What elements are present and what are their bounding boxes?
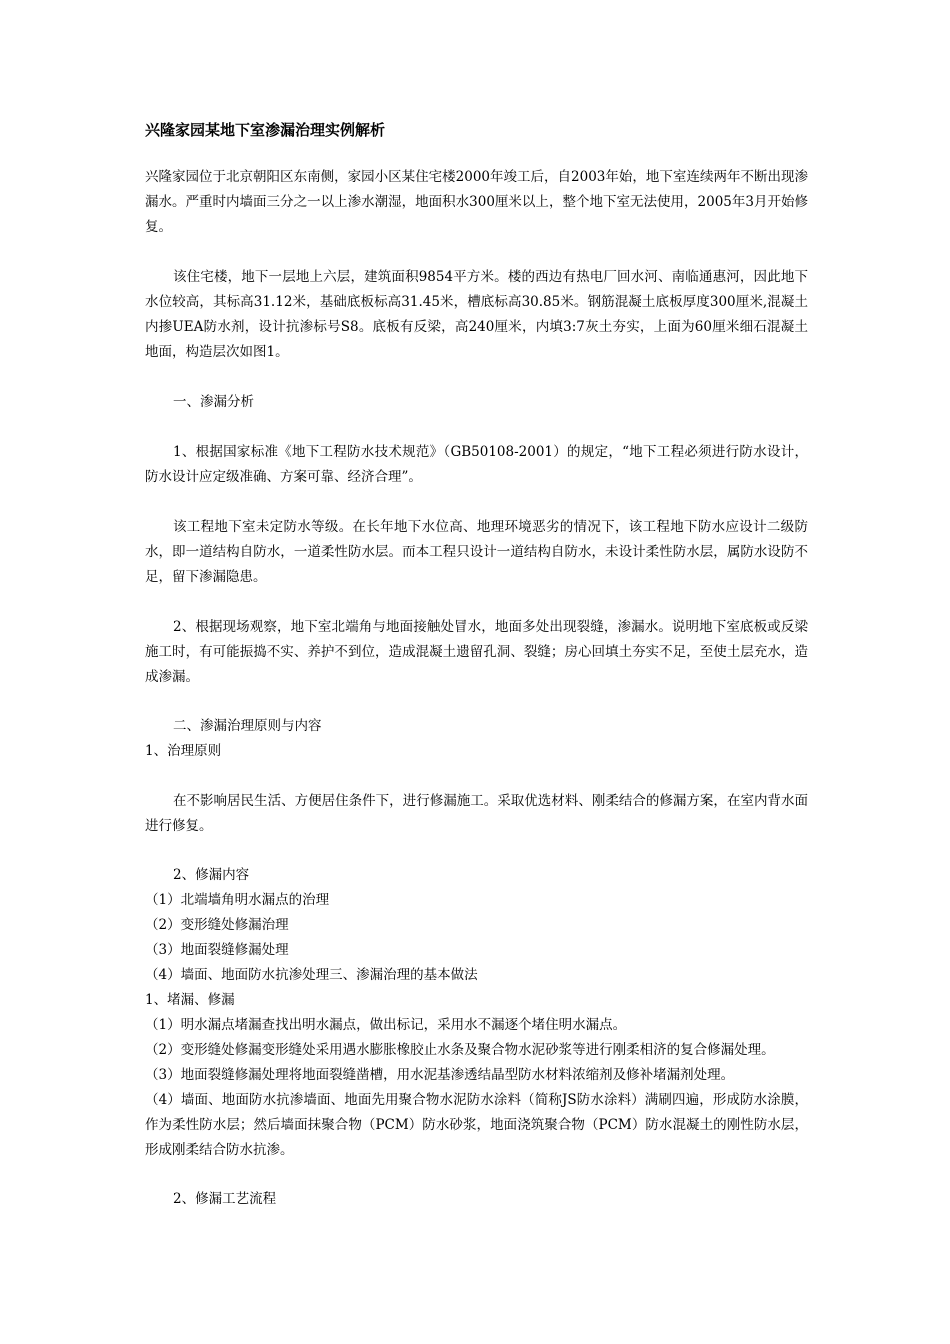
list-item: （3）地面裂缝修漏处理 [145,942,289,958]
paragraph-building-info: 该住宅楼，地下一层地上六层，建筑面积9854平方米。楼的西边有热电厂回水河、南临通惠河，因此地下水位较高，其标高31.12米，基础底板标高31.45米，槽底标高30.85米。钢筋混凝土底板厚度300厘米,混凝土内掺UEA防水剂，设计抗渗标号S8。底板有反梁，高240厘米，内填3:7灰土夯实，上面为60厘米细石混凝土地面，构造层次如图1。 [145,269,808,360]
paragraph-principle: 在不影响居民生活、方便居住条件下，进行修漏施工。采取优选材料、刚柔结合的修漏方案，在室内背水面进行修复。 [145,793,808,834]
step-item-wall-floor: （4）墙面、地面防水抗渗墙面、地面先用聚合物水泥防水涂料（简称JS防水涂料）满刷四遍，形成防水涂膜，作为柔性防水层；然后墙面抹聚合物（PCM）防水砂浆，地面浇筑聚合物（PCM）防水混凝土的刚性防水层，形成刚柔结合防水抗渗。 [145,1092,808,1158]
subheading-repair-content: 2、修漏内容 [173,867,250,883]
list-item: （1）北端墙角明水漏点的治理 [145,892,330,908]
subheading-process-flow: 2、修漏工艺流程 [173,1191,277,1207]
heading-treatment-principles: 二、渗漏治理原则与内容 [173,718,322,734]
paragraph-waterproof-level: 该工程地下室未定防水等级。在长年地下水位高、地理环境恶劣的情况下，该工程地下防水应设计二级防水，即一道结构自防水，一道柔性防水层。而本工程只设计一道结构自防水，未设计柔性防水层，属防水设防不足，留下渗漏隐患。 [145,519,808,585]
document-title: 兴隆家园某地下室渗漏治理实例解析 [145,121,386,139]
list-item: （4）墙面、地面防水抗渗处理三、渗漏治理的基本做法 [145,967,478,983]
subheading-principle: 1、治理原则 [145,743,222,759]
list-item: （2）变形缝处修漏治理 [145,917,289,933]
step-item: （1）明水漏点堵漏查找出明水漏点，做出标记，采用水不漏逐个堵住明水漏点。 [145,1017,627,1033]
step-item: （2）变形缝处修漏变形缝处采用遇水膨胀橡胶止水条及聚合物水泥砂浆等进行刚柔相济的复合修漏处理。 [145,1042,775,1058]
paragraph-site-observation: 2、根据现场观察，地下室北端角与地面接触处冒水，地面多处出现裂缝，渗漏水。说明地下室底板或反梁施工时，有可能振捣不实、养护不到位，造成混凝土遗留孔洞、裂缝；房心回填土夯实不足，至使土层充水，造成渗漏。 [145,619,808,685]
subheading-plugging: 1、堵漏、修漏 [145,992,235,1008]
paragraph-standard: 1、根据国家标准《地下工程防水技术规范》（GB50108-2001）的规定，“地下工程必须进行防水设计，防水设计应定级准确、方案可靠、经济合理”。 [145,444,808,485]
paragraph-intro: 兴隆家园位于北京朝阳区东南侧，家园小区某住宅楼2000年竣工后，自2003年始，地下室连续两年不断出现渗漏水。严重时内墙面三分之一以上渗水潮湿，地面积水300厘米以上，整个地下室无法使用，2005年3月开始修复。 [145,169,808,235]
heading-leak-analysis: 一、渗漏分析 [173,394,254,410]
step-item: （3）地面裂缝修漏处理将地面裂缝凿槽，用水泥基渗透结晶型防水材料浓缩剂及修补堵漏剂处理。 [145,1067,735,1083]
